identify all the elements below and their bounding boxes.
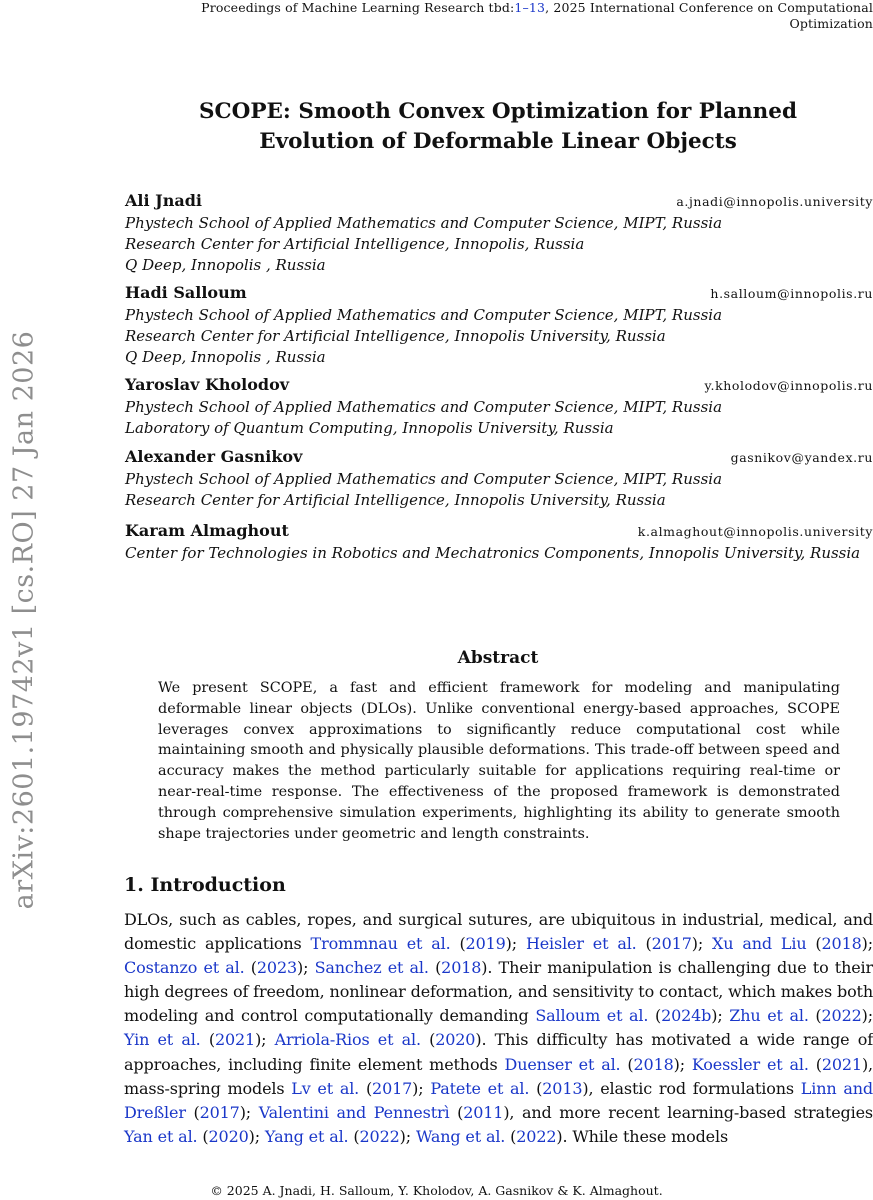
citation-year-link[interactable]: 2024b <box>661 1006 712 1026</box>
citation-year-link[interactable]: 2013 <box>542 1078 583 1098</box>
affiliation: Research Center for Artificial Intelligence, Innopolis, Russia <box>125 235 585 253</box>
body-text: . This difficulty has motivated a wide range of approaches, including finite element methods <box>124 1030 873 1074</box>
author-email[interactable]: gasnikov@yandex.ru <box>730 450 873 465</box>
affiliation: Phystech School of Applied Mathematics and Computer Science, MIPT, Russia <box>125 398 723 416</box>
citation-year-link[interactable]: 2019 <box>465 934 506 954</box>
citation-year-link[interactable]: 2022 <box>821 1006 862 1026</box>
author-name: Karam Almaghout <box>125 521 289 540</box>
citation-year-link[interactable]: 2018 <box>821 934 862 954</box>
body-text: , and more recent learning-based strategies <box>509 1102 873 1122</box>
author-name: Alexander Gasnikov <box>125 447 303 466</box>
affiliation: Laboratory of Quantum Computing, Innopolis University, Russia <box>125 419 614 437</box>
affiliation: Research Center for Artificial Intelligence, Innopolis University, Russia <box>125 491 666 509</box>
body-text: , mass-spring models <box>124 1054 873 1098</box>
author-name: Yaroslav Kholodov <box>125 375 290 394</box>
body-text: . While these models <box>562 1126 729 1146</box>
citation-year-link[interactable]: 2022 <box>359 1126 400 1146</box>
citation-link[interactable]: Patete et al. <box>430 1078 530 1098</box>
author-block <box>125 191 873 211</box>
citation-year-link[interactable]: 2017 <box>372 1078 413 1098</box>
body-text: . Their manipulation is challenging due to their high degrees of freedom, nonlinear deformation, and sensitivity to contact, which makes both modeling and control computationally demanding <box>124 958 873 1026</box>
affiliation: Center for Technologies in Robotics and Mechatronics Components, Innopolis University, Russia <box>125 544 861 562</box>
paper-title <box>150 97 846 157</box>
affiliation: Research Center for Artificial Intelligence, Innopolis University, Russia <box>125 327 666 345</box>
citation-year-link[interactable]: 2023 <box>256 958 298 978</box>
author-name: Ali Jnadi <box>125 191 202 210</box>
section-heading: 1. Introduction <box>124 874 286 896</box>
running-header <box>120 0 873 31</box>
author-affiliations <box>125 213 722 276</box>
body-text: , elastic rod formulations <box>588 1078 801 1098</box>
author-email[interactable]: h.salloum@innopolis.ru <box>710 286 873 301</box>
author-affiliations <box>125 397 722 439</box>
citation-link[interactable]: Salloum et al. <box>535 1006 649 1026</box>
affiliation: Phystech School of Applied Mathematics and Computer Science, MIPT, Russia <box>125 214 723 232</box>
citation-year-link[interactable]: 2020 <box>435 1030 476 1050</box>
arxiv-sidebar <box>4 320 44 920</box>
author-block <box>125 375 873 395</box>
citation-link[interactable]: Trommnau et al. <box>310 934 451 954</box>
citation-link[interactable]: Wang et al. <box>415 1126 506 1146</box>
header-prefix: Proceedings of Machine Learning Research tbd: <box>201 0 515 15</box>
author-name: Hadi Salloum <box>125 283 247 302</box>
abstract-body: We present SCOPE, a fast and efficient framework for modeling and manipulating deformable linear objects (DLOs). Unlike conventional energy-based approaches, SCOPE leverages convex approximations to significantly reduce computational cost while maintaining smooth and physically plausible deformations. This trade-off between speed and accuracy makes the method particularly suitable for applications requiring real-time or near-real-time response. The effectiveness of the proposed framework is demonstrated through comprehensive simulation experiments, highlighting its ability to generate smooth shape trajectories under geometric and length constraints. <box>158 680 840 842</box>
citation-link[interactable]: Duenser et al. <box>504 1054 621 1074</box>
citation-year-link[interactable]: 2021 <box>214 1030 256 1050</box>
intro-paragraph: DLOs, such as cables, ropes, and surgical sutures, are ubiquitous in industrial, medical, and domestic applications Trommnau et al. (2019); Heisler et al. (2017); Xu and Liu (2018); Costanzo et al. (2023); Sanchez et al. (2018). Their manipulation is challenging due to their high degrees of freedom, nonlinear deformation, and sensitivity to contact, which makes both modeling and control computationally demanding Salloum et al. (2024b); Zhu et al. (2022); Yin et al. (2021); Arriola-Rios et al. (2020). This difficulty has motivated a wide range of approaches, including finite element methods Duenser et al. (2018); Koessler et al. (2021), mass-spring models Lv et al. (2017); Patete et al. (2013), elastic rod formulations Linn and Dreßler (2017); Valentini and Pennestrì (2011), and more recent learning-based strategies Yan et al. (2020); Yang et al. (2022); Wang et al. (2022). While these models <box>124 910 873 1146</box>
affiliation: Q Deep, Innopolis , Russia <box>125 348 326 366</box>
citation-year-link[interactable]: 2017 <box>199 1102 240 1122</box>
citation-year-link[interactable]: 2018 <box>633 1054 674 1074</box>
citation-year-link[interactable]: 2021 <box>821 1054 862 1074</box>
citation-link[interactable]: Valentini and Pennestrì <box>258 1102 450 1122</box>
pages-link[interactable]: 1–13 <box>514 0 546 15</box>
abstract-heading: Abstract <box>457 648 539 668</box>
citation-link[interactable]: Lv et al. <box>291 1078 360 1098</box>
affiliation: Phystech School of Applied Mathematics and Computer Science, MIPT, Russia <box>125 306 723 324</box>
title-line-1: SCOPE: Smooth Convex Optimization for Planned <box>198 99 798 124</box>
citation-year-link[interactable]: 2022 <box>516 1126 557 1146</box>
author-email[interactable]: k.almaghout@innopolis.university <box>637 524 873 539</box>
author-block <box>125 447 873 467</box>
author-affiliations <box>125 469 722 511</box>
arxiv-identifier: arXiv:2601.19742v1 [cs.RO] 27 Jan 2026 <box>8 330 40 910</box>
header-suffix: , 2025 International Conference on Computational Optimization <box>545 0 873 31</box>
citation-link[interactable]: Costanzo et al. <box>124 958 245 978</box>
citation-link[interactable]: Heisler et al. <box>525 934 637 954</box>
body-text: DLOs, such as cables, ropes, and surgical sutures, are ubiquitous in industrial, medical, and domestic applications <box>124 910 873 954</box>
citation-link[interactable]: Koessler et al. <box>691 1054 809 1074</box>
author-block <box>125 521 873 541</box>
citation-link[interactable]: Arriola-Rios et al. <box>274 1030 421 1050</box>
citation-link[interactable]: Zhu et al. <box>729 1006 809 1026</box>
citation-year-link[interactable]: 2017 <box>651 934 692 954</box>
citation-link[interactable]: Xu and Liu <box>712 934 807 954</box>
author-affiliations <box>125 543 860 564</box>
citation-link[interactable]: Yin et al. <box>124 1030 201 1050</box>
affiliation: Q Deep, Innopolis , Russia <box>125 256 326 274</box>
copyright-footer: © 2025 A. Jnadi, H. Salloum, Y. Kholodov, A. Gasnikov & K. Almaghout. <box>210 1183 663 1198</box>
author-affiliations <box>125 305 722 368</box>
citation-link[interactable]: Yang et al. <box>264 1126 349 1146</box>
title-line-2: Evolution of Deformable Linear Objects <box>259 129 737 154</box>
citation-link[interactable]: Yan et al. <box>124 1126 198 1146</box>
citation-year-link[interactable]: 2018 <box>441 958 482 978</box>
author-block <box>125 283 873 303</box>
author-email[interactable]: y.kholodov@innopolis.ru <box>704 378 873 393</box>
citation-year-link[interactable]: 2011 <box>463 1102 504 1122</box>
citation-link[interactable]: Sanchez et al. <box>314 958 429 978</box>
citation-link[interactable]: Linn and Dreßler <box>124 1078 873 1122</box>
citation-year-link[interactable]: 2020 <box>208 1126 249 1146</box>
author-email[interactable]: a.jnadi@innopolis.university <box>676 194 873 209</box>
affiliation: Phystech School of Applied Mathematics and Computer Science, MIPT, Russia <box>125 470 723 488</box>
